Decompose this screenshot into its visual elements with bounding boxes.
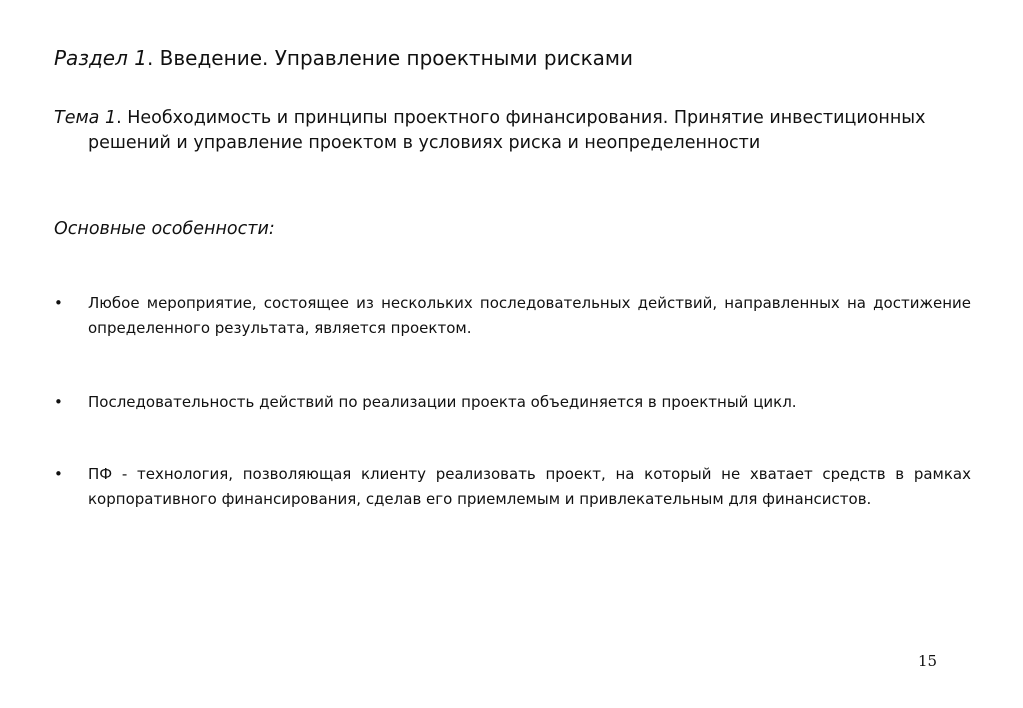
topic-label: Тема 1 [54,108,117,128]
bullet-item [54,291,971,341]
topic-title-text: . Необходимость и принципы проектного финансирования. Принятие инвестиционных решений и управление проектом в условиях риска и неопределенности [88,108,926,153]
page-number: 15 [918,652,938,670]
bullet-text: Последовательность действий по реализации проекта объединяется в проектный цикл. [88,393,797,411]
bullet-item [54,462,971,512]
section-title [54,44,633,72]
features-heading: Основные особенности: [54,219,275,239]
section-label: Раздел 1 [54,46,147,70]
bullet-text: Любое мероприятие, состоящее из нескольких последовательных действий, направленных на достижение определенного результата, является проектом. [88,294,971,337]
section-title-text: . Введение. Управление проектными рисками [146,46,633,70]
bullet-marker: • [54,393,63,411]
topic-heading [54,106,958,156]
bullet-marker: • [54,294,63,312]
bullet-item [54,390,971,415]
bullet-marker: • [54,465,63,483]
bullet-text: ПФ - технология, позволяющая клиенту реализовать проект, на который не хватает средств в рамках корпоративного финансирования, сделав его приемлемым и привлекательным для финансистов. [88,465,971,508]
